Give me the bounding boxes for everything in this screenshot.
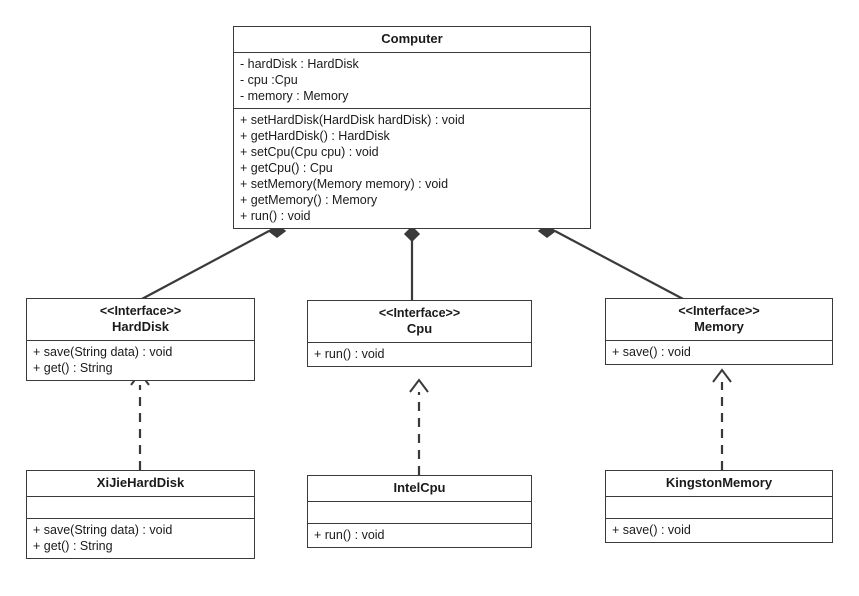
class-header-xijieharddisk [27, 471, 254, 496]
method-row: + save() : void [612, 523, 691, 537]
class-box-cpu[interactable] [307, 300, 532, 367]
class-box-intelcpu[interactable] [307, 475, 532, 548]
stereotype-memory: <<Interface>> [678, 304, 760, 318]
class-name-intelcpu: IntelCpu [393, 480, 446, 495]
method-row: + getHardDisk() : HardDisk [240, 129, 390, 143]
class-box-harddisk[interactable] [26, 298, 255, 381]
attributes-computer [234, 52, 590, 108]
class-header-computer [234, 27, 590, 52]
edge-intelcpu-cpu [410, 380, 428, 475]
class-box-kingstonmemory[interactable] [605, 470, 833, 543]
method-row: + getMemory() : Memory [240, 193, 378, 207]
method-row: + get() : String [33, 361, 113, 375]
methods-xijieharddisk [27, 518, 254, 558]
class-name-memory: Memory [694, 319, 744, 334]
class-name-kingstonmemory: KingstonMemory [665, 475, 773, 490]
class-name-xijieharddisk: XiJieHardDisk [96, 475, 185, 490]
class-header-intelcpu [308, 476, 531, 501]
attributes-xijieharddisk [27, 496, 254, 518]
methods-intelcpu [308, 523, 531, 547]
stereotype-cpu: <<Interface>> [378, 306, 461, 320]
method-row: + save() : void [612, 345, 691, 359]
attributes-intelcpu [308, 501, 531, 523]
class-box-xijieharddisk[interactable] [26, 470, 255, 559]
class-box-memory[interactable] [605, 298, 833, 365]
methods-harddisk [27, 340, 254, 380]
method-row: + run() : void [314, 528, 385, 542]
edge-computer-memory [539, 225, 685, 300]
method-row: + get() : String [33, 539, 113, 553]
attribute-row: - cpu :Cpu [240, 73, 298, 87]
edge-computer-cpu [405, 227, 419, 300]
method-row: + run() : void [314, 347, 385, 361]
method-row: + save(String data) : void [33, 345, 173, 359]
class-name-cpu: Cpu [406, 321, 433, 336]
methods-memory [606, 340, 832, 364]
method-row: + save(String data) : void [33, 523, 173, 537]
method-row: + setMemory(Memory memory) : void [240, 177, 449, 191]
attribute-row: - memory : Memory [240, 89, 349, 103]
attribute-row: - hardDisk : HardDisk [240, 57, 359, 71]
method-row: + setCpu(Cpu cpu) : void [240, 145, 379, 159]
edge-xijieharddisk-harddisk [131, 373, 149, 470]
class-header-memory [606, 299, 832, 340]
method-row: + run() : void [240, 209, 311, 223]
methods-kingstonmemory [606, 518, 832, 542]
class-name-computer: Computer [381, 31, 443, 46]
edge-kingstonmemory-memory [713, 370, 731, 470]
class-name-harddisk: HardDisk [111, 319, 170, 334]
stereotype-harddisk: <<Interface>> [99, 304, 182, 318]
class-header-kingstonmemory [606, 471, 832, 496]
method-row: + setHardDisk(HardDisk hardDisk) : void [240, 113, 465, 127]
class-box-computer[interactable] [233, 26, 591, 229]
methods-computer [234, 108, 590, 228]
methods-cpu [308, 342, 531, 366]
method-row: + getCpu() : Cpu [240, 161, 333, 175]
class-header-cpu [308, 301, 531, 342]
attributes-kingstonmemory [606, 496, 832, 518]
edge-computer-harddisk [140, 225, 285, 300]
class-header-harddisk [27, 299, 254, 340]
